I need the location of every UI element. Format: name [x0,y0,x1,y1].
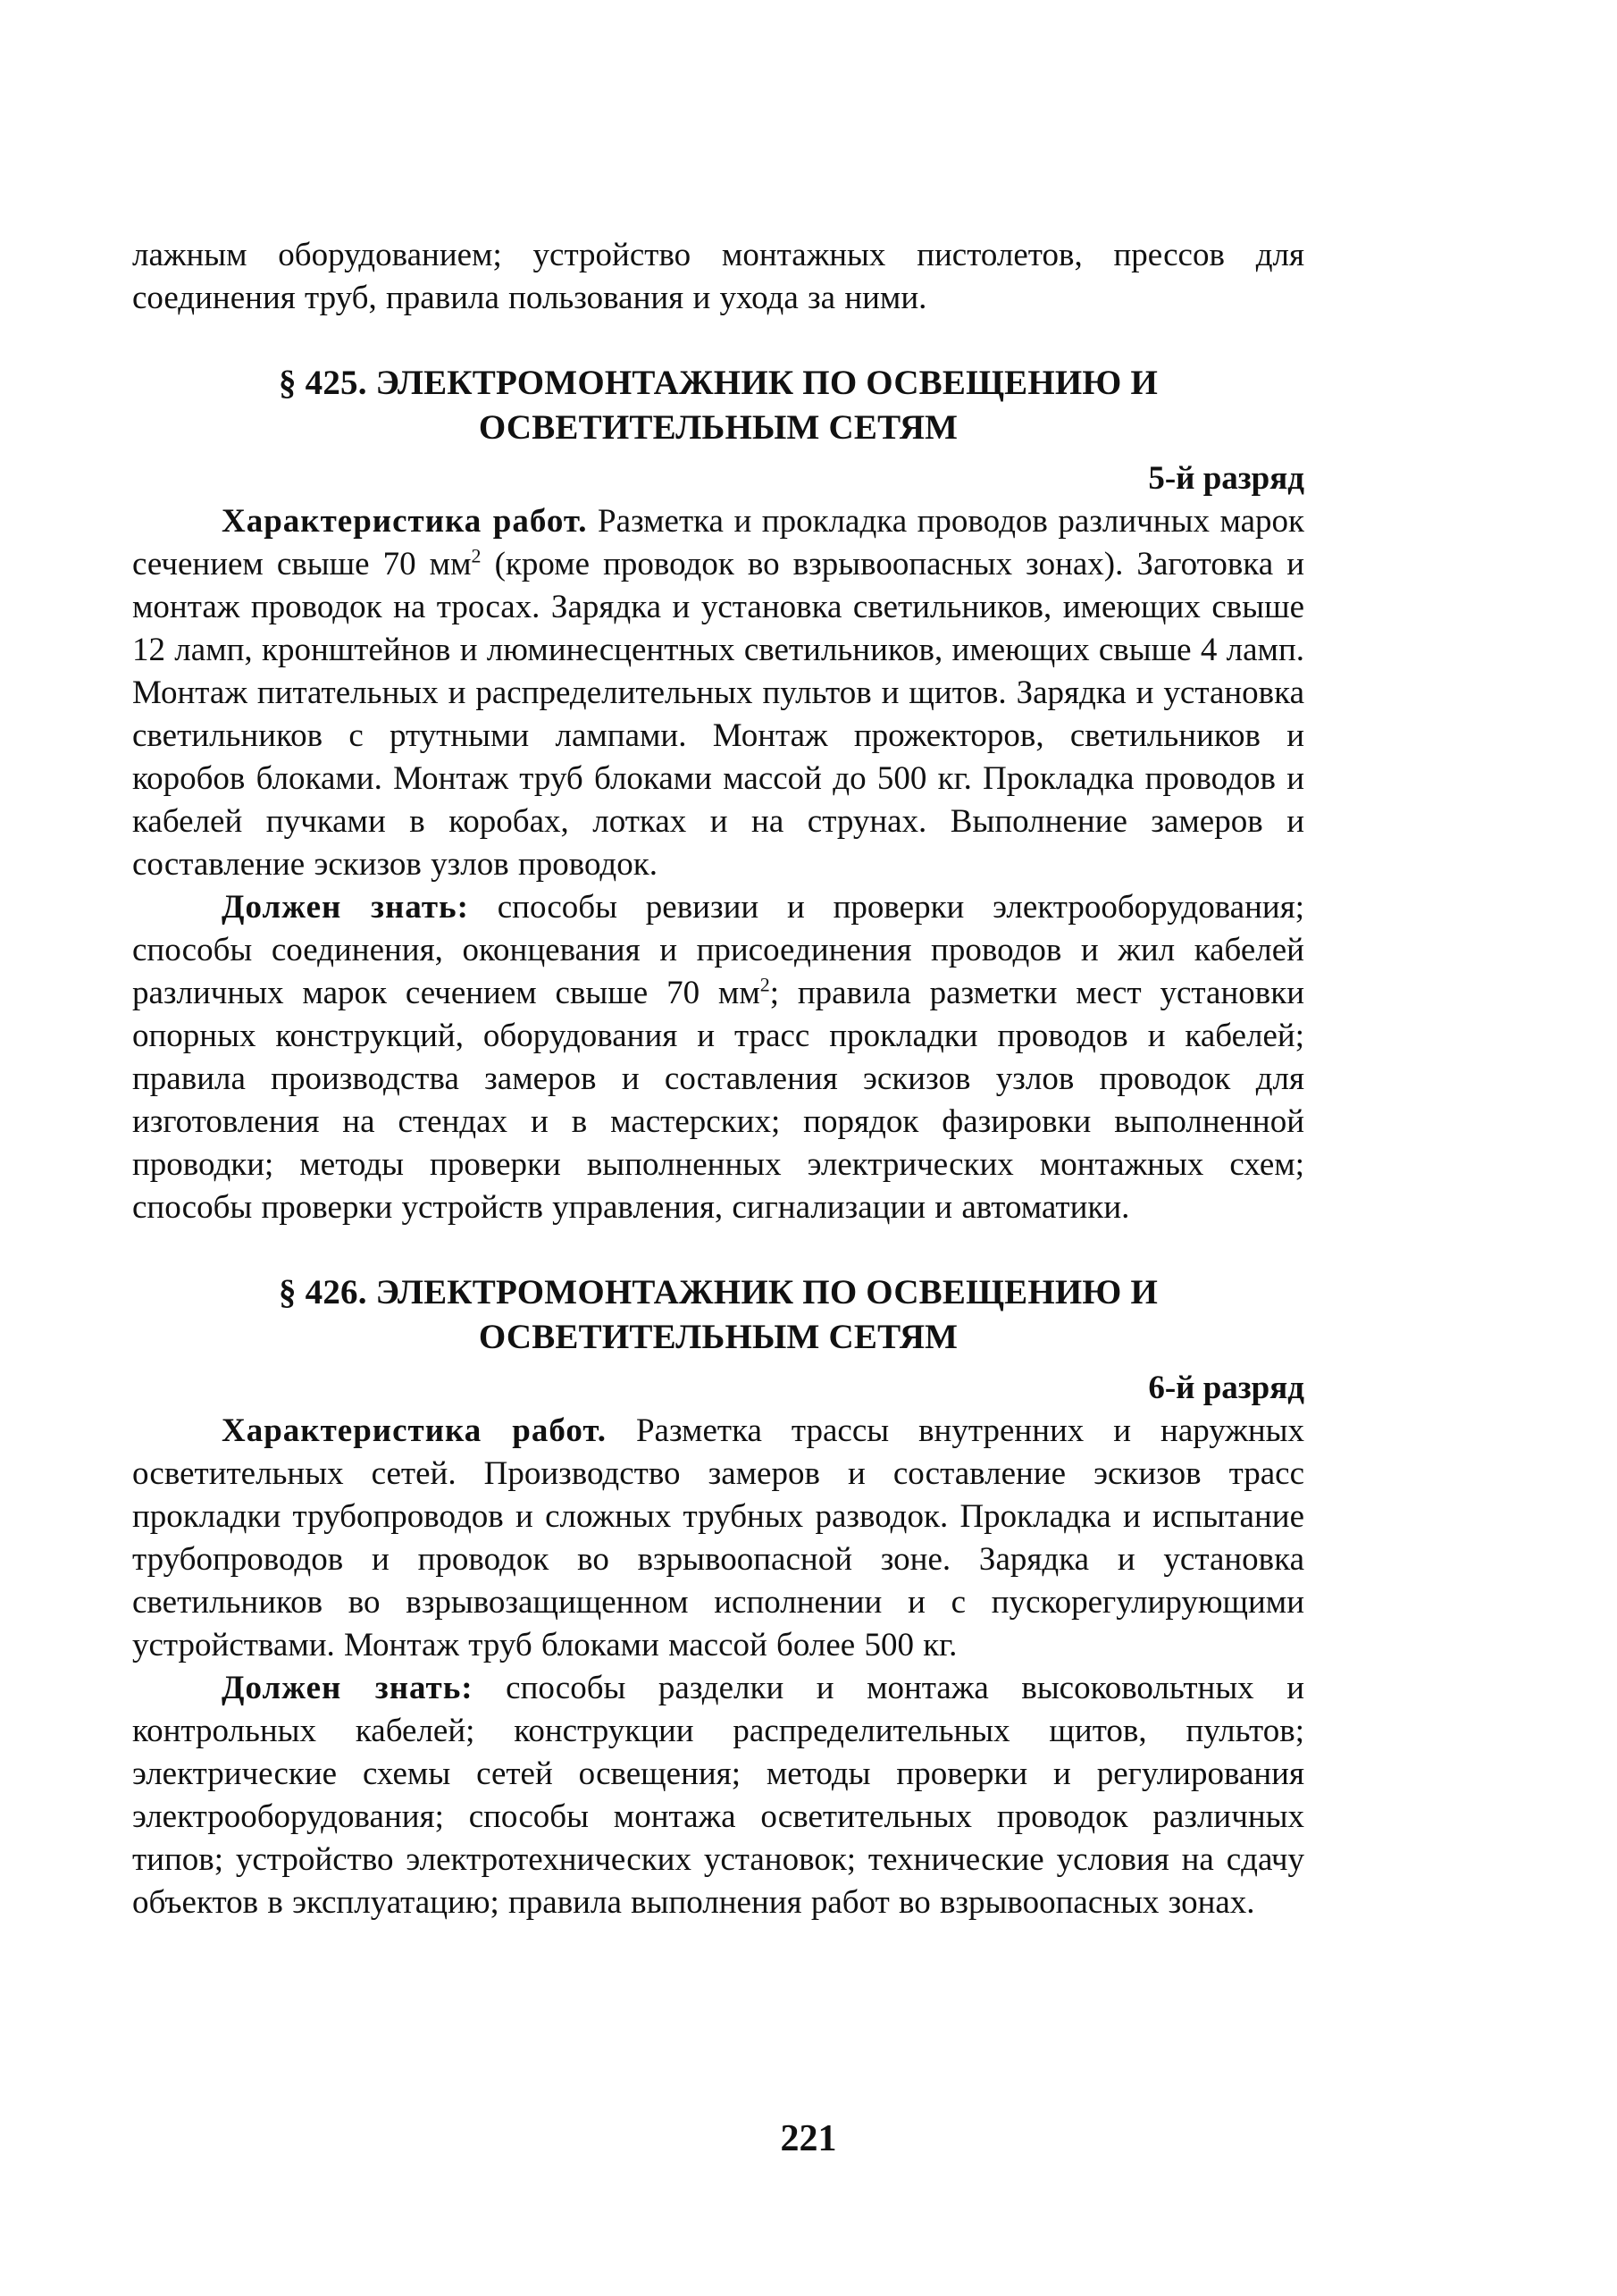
section-heading-426 [132,1270,1304,1360]
work-characteristics-paragraph [132,500,1304,886]
section-heading-425 [132,361,1304,450]
must-know-paragraph [132,886,1304,1229]
work-characteristics-paragraph [132,1410,1304,1667]
intro-paragraph: лажным оборудованием; устройство монтажных пистолетов, прессов для соединения труб, правила пользования и ухода за ними. [132,237,1304,316]
work-text: Разметка трассы внутренних и наружных осветительных сетей. Производство замеров и составление эскизов трасс прокладки трубопроводов и сложных трубных разводок. Прокладка и испытание трубопроводов и проводок во взрывоопасной зоне. Зарядка и установка светильников во взрывозащищенном исполнении и с пускорегулирующими устройствами. Монтаж труб блоками массой более 500 кг. [132,1412,1304,1663]
must-know-text-part-b: ; правила разметки мест установки опорных конструкций, оборудования и трасс прокладки проводов и кабелей; правила производства замеров и составления эскизов узлов проводок для изготовления на стендах и в мастерских; порядок фазировки выполненной проводки; методы проверки выполненных электрических монтажных схем; способы проверки устройств управления, сигнализации и автоматики. [132,975,1304,1226]
grade-label: 5-й разряд [1148,460,1304,497]
must-know-label: Должен знать: [222,889,469,926]
page-content [132,234,1304,1924]
page-number: 221 [780,2118,837,2159]
work-characteristics-label: Характеристика работ. [222,503,588,540]
section-title-line1: § 425. ЭЛЕКТРОМОНТАЖНИК ПО ОСВЕЩЕНИЮ И [278,364,1159,402]
must-know-paragraph [132,1667,1304,1924]
work-characteristics-label: Характеристика работ. [222,1412,607,1449]
must-know-text-part-a: способы ревизии и проверки электрооборудования; способы соединения, оконцевания и присоединения проводов и жил кабелей различных марок сечением свыше 70 мм [132,889,1304,1011]
section-title-line2: ОСВЕТИТЕЛЬНЫМ СЕТЯМ [478,408,959,447]
section-title-line2: ОСВЕТИТЕЛЬНЫМ СЕТЯМ [478,1318,959,1356]
must-know-text: способы разделки и монтажа высоковольтных и контрольных кабелей; конструкции распределительных щитов, пультов; электрические схемы сетей освещения; методы проверки и регулирования электрооборудования; способы монтажа осветительных проводок различных типов; устройство электротехнических установок; технические условия на сдачу объектов в эксплуатацию; правила выполнения работ во взрывоопасных зонах. [132,1670,1305,1921]
grade-label: 6-й разряд [1148,1370,1304,1406]
section-title-line1: § 426. ЭЛЕКТРОМОНТАЖНИК ПО ОСВЕЩЕНИЮ И [278,1273,1159,1311]
work-text-part-a: Разметка и прокладка проводов различных марок сечением свыше 70 мм [132,503,1304,582]
superscript: 2 [759,973,770,996]
work-text-part-b: (кроме проводок во взрывоопасных зонах). Заготовка и монтаж проводок на тросах. Зарядка и установка светильников, имеющих свыше 12 ламп, кронштейнов и люминесцентных светильников, имеющих свыше 4 ламп. Монтаж питательных и распределительных пультов и щитов. Зарядка и установка светильников с ртутными лампами. Монтаж прожекторов, светильников и коробов блоками. Монтаж труб блоками массой до 500 кг. Прокладка проводов и кабелей пучками в коробах, лотках и на струнах. Выполнение замеров и составление эскизов узлов проводок. [132,546,1305,883]
must-know-label: Должен знать: [222,1670,473,1706]
superscript: 2 [471,544,482,567]
